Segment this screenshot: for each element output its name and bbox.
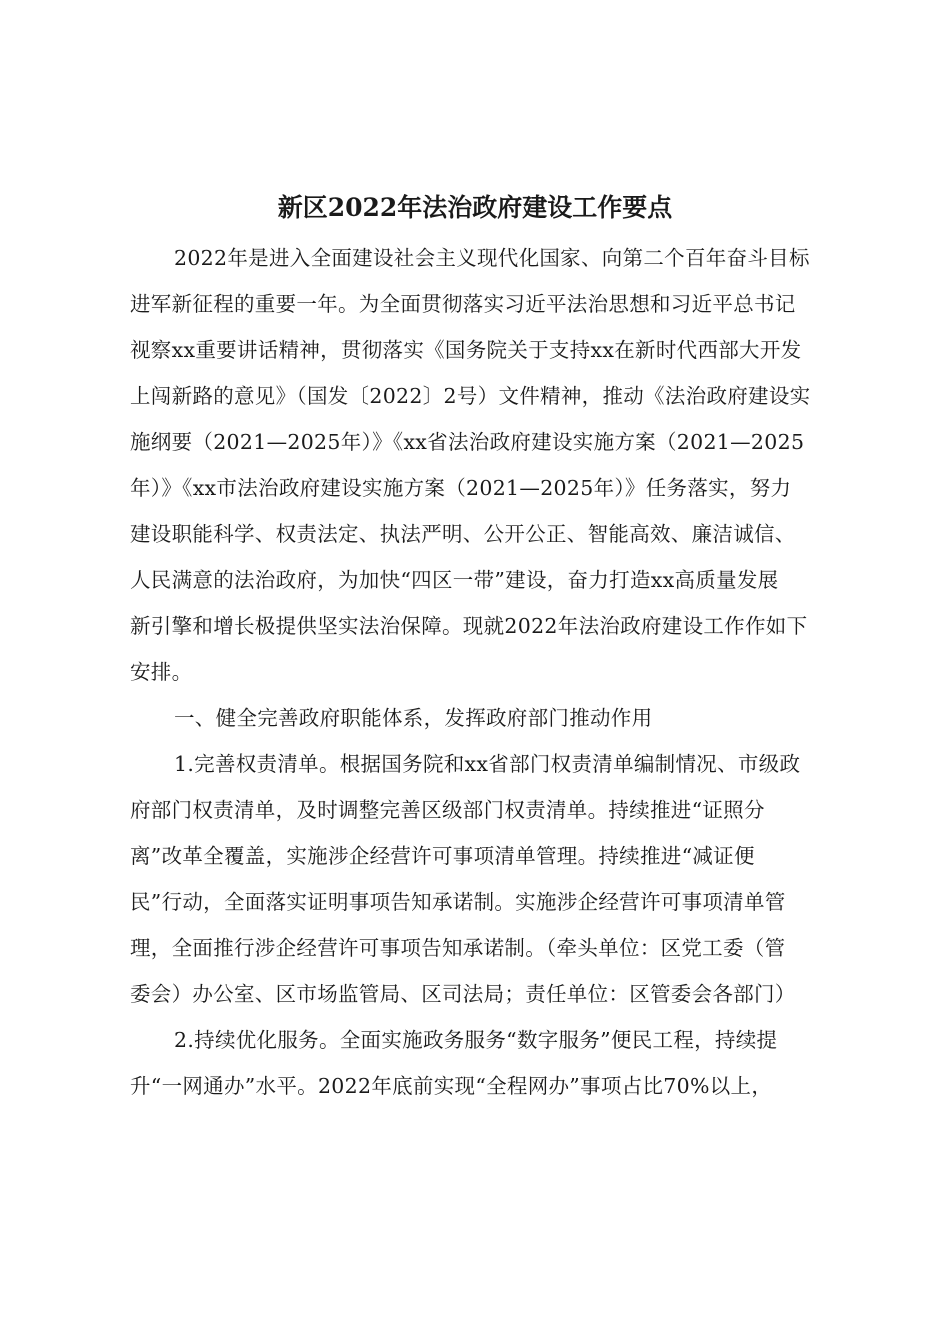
paragraph-line: 建设职能科学、权责法定、执法严明、公开公正、智能高效、廉洁诚信、 xyxy=(130,522,796,546)
paragraph-line: 府部门权责清单，及时调整完善区级部门权责清单。持续推进“证照分 xyxy=(130,798,765,822)
paragraph-line: 视察xx重要讲话精神，贯彻落实《国务院关于支持xx在新时代西部大开发 xyxy=(130,338,802,362)
paragraph-line: 新引擎和增长极提供坚实法治保障。现就2022年法治政府建设工作作如下 xyxy=(130,614,808,638)
paragraph-line: 进军新征程的重要一年。为全面贯彻落实习近平法治思想和习近平总书记 xyxy=(130,292,796,316)
paragraph-line: 2.持续优化服务。全面实施政务服务“数字服务”便民工程，持续提 xyxy=(174,1028,778,1052)
paragraph-line: 委会）办公室、区市场监管局、区司法局；责任单位：区管委会各部门） xyxy=(130,982,796,1006)
paragraph-line: 1.完善权责清单。根据国务院和xx省部门权责清单编制情况、市级政 xyxy=(174,752,801,776)
paragraph-line: 施纲要（2021—2025年）》《xx省法治政府建设实施方案（2021—2025 xyxy=(130,430,805,454)
paragraph-line: 年）》《xx市法治政府建设实施方案（2021—2025年）》任务落实，努力 xyxy=(130,476,792,500)
section-heading: 一、健全完善政府职能体系，发挥政府部门推动作用 xyxy=(174,706,653,730)
paragraph-line: 理，全面推行涉企经营许可事项告知承诺制。（牵头单位：区党工委（管 xyxy=(130,936,786,960)
paragraph-line: 离”改革全覆盖，实施涉企经营许可事项清单管理。持续推进“减证便 xyxy=(130,844,755,868)
paragraph-line: 2022年是进入全面建设社会主义现代化国家、向第二个百年奋斗目标 xyxy=(174,246,810,270)
paragraph-line: 安排。 xyxy=(130,660,193,684)
paragraph-line: 上闯新路的意见》（国发〔2022〕2号）文件精神，推动《法治政府建设实 xyxy=(130,384,811,408)
paragraph-line: 升“一网通办”水平。2022年底前实现“全程网办”事项占比70%以上， xyxy=(130,1074,773,1098)
paragraph-line: 民”行动，全面落实证明事项告知承诺制。实施涉企经营许可事项清单管 xyxy=(130,890,786,914)
document-title: 新区2022年法治政府建设工作要点 xyxy=(277,193,673,222)
paragraph-line: 人民满意的法治政府，为加快“四区一带”建设，奋力打造xx高质量发展 xyxy=(130,568,779,592)
